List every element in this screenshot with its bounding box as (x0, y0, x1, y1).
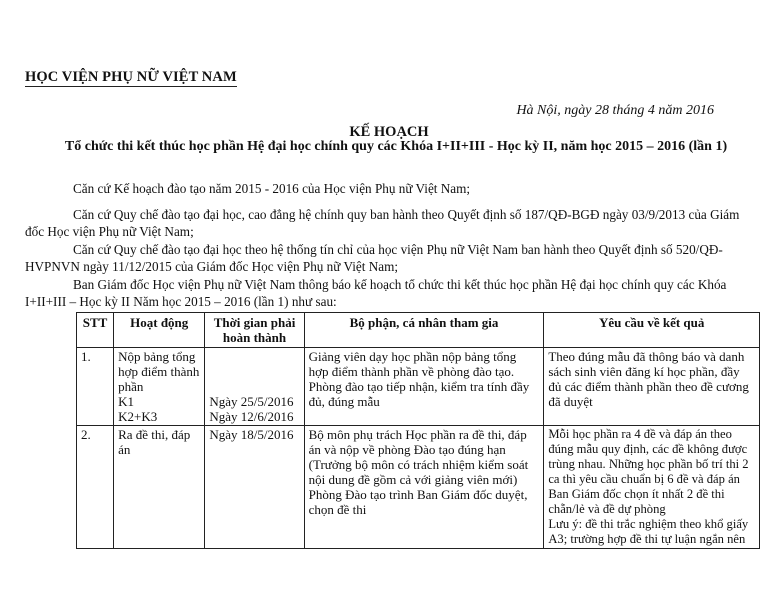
requirements-line-1: Mỗi học phần ra 4 đề và đáp án theo đúng mẫu quy định, các đề không được trùng nhau. Những học phần bố trí thi 2 ca thì yêu cầu chuẩn bị 6 đề và đáp án Ban Giám đốc chọn ít nhất 2 đề thi chẵn/lẻ và đề dự phòng (548, 427, 749, 516)
deadline-k1: Ngày 25/5/2016 (209, 394, 294, 409)
cell-stt: 2. (77, 426, 114, 549)
activity-text: Ra đề thi, đáp án (118, 427, 191, 457)
place-date: Hà Nội, ngày 28 tháng 4 năm 2016 (516, 103, 714, 118)
participants-line-2: Phòng Đào tạo trình Ban Giám đốc duyệt, chọn đề thi (308, 487, 528, 517)
header-activity: Hoạt động (114, 313, 205, 348)
header-stt: STT (77, 313, 114, 348)
deadline-date: Ngày 18/5/2016 (209, 427, 294, 442)
paragraph-basis-2: Căn cứ Quy chế đào tạo đại học, cao đẳng hệ chính quy ban hành theo Quyết định số 187/QĐ-BGĐ ngày 03/9/2013 của Giám đốc Học viện Phụ nữ Việt Nam; (25, 207, 740, 239)
header-deadline: Thời gian phải hoàn thành (205, 313, 304, 348)
cell-participants (304, 426, 544, 549)
participants-line-1: Giảng viên dạy học phần nộp bảng tổng hợp điểm thành phần về phòng đào tạo. (308, 349, 517, 379)
document-subtitle: Tổ chức thi kết thúc học phần Hệ đại học chính quy các Khóa I+II+III - Học kỳ II, năm học 2015 – 2016 (lần 1) (64, 139, 728, 154)
document-title: KẾ HOẠCH (349, 124, 429, 140)
cell-participants (304, 348, 544, 426)
table-row (77, 426, 760, 549)
requirements-line-1: Theo đúng mẫu đã thông báo và danh sách sinh viên đăng kí học phần, đầy đủ các điểm thành phần theo đề cương đã duyệt (548, 349, 749, 409)
paragraph-basis-1: Căn cứ Kế hoạch đào tạo năm 2015 - 2016 của Học viện Phụ nữ Việt Nam; (73, 181, 471, 196)
table-header-row (77, 313, 760, 348)
cell-requirements (544, 426, 760, 549)
organization-name: HỌC VIỆN PHỤ NỮ VIỆT NAM (25, 69, 237, 85)
cell-deadline (205, 426, 304, 549)
header-requirements: Yêu cầu về kết quả (544, 313, 760, 348)
cell-activity (114, 426, 205, 549)
activity-k2k3: K2+K3 (118, 409, 158, 424)
deadline-k2k3: Ngày 12/6/2016 (209, 409, 294, 424)
requirements-note: Lưu ý: đề thi trắc nghiệm theo khổ giấy A3; trường hợp đề thi tự luận ngắn nên (548, 517, 749, 546)
paragraph-announcement: Ban Giám đốc Học viện Phụ nữ Việt Nam thông báo kế hoạch tổ chức thi kết thúc học phần Hệ đại học chính quy các Khóa I+II+III – Học kỳ II Năm học 2015 – 2016 (lần 1) như sau: (25, 277, 727, 309)
activity-text: Nộp bảng tổng hợp điểm thành phần (118, 349, 200, 394)
cell-stt: 1. (77, 348, 114, 426)
participants-line-1: Bộ môn phụ trách Học phần ra đề thi, đáp án và nộp về phòng Đào tạo đúng hạn (Trưởng bộ môn có trách nhiệm kiểm soát nội dung đề gồm cả với giảng viên mới) (308, 427, 529, 487)
paragraph-basis-3: Căn cứ Quy chế đào tạo đại học theo hệ thống tín chỉ của học viện Phụ nữ Việt Nam ban hành theo Quyết định số 520/QĐ-HVPNVN ngày 11/12/2015 của Giám đốc Học viện Phụ nữ Việt Nam; (25, 242, 723, 274)
header-participants: Bộ phận, cá nhân tham gia (304, 313, 544, 348)
cell-activity (114, 348, 205, 426)
table-row (77, 348, 760, 426)
activity-k1: K1 (118, 394, 134, 409)
cell-requirements (544, 348, 760, 426)
cell-deadline (205, 348, 304, 426)
plan-table (76, 312, 760, 549)
participants-line-2: Phòng đào tạo tiếp nhận, kiểm tra tính đầy đủ, đúng mẫu (308, 379, 530, 409)
